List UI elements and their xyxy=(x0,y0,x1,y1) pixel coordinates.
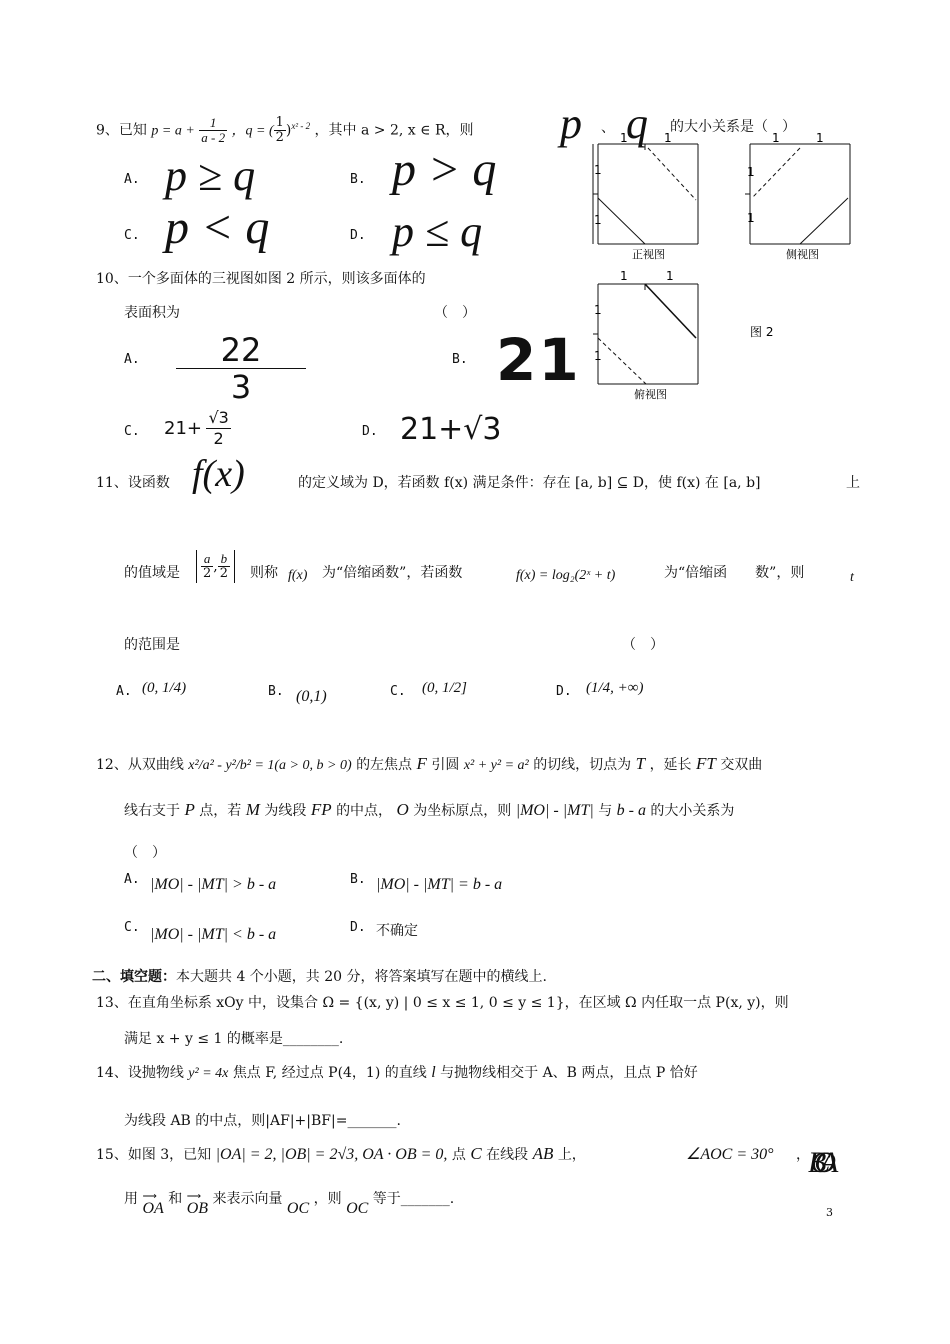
dim-label: 1 xyxy=(594,213,602,227)
text: 14、设抛物线 xyxy=(96,1065,184,1081)
segment-ft: FT xyxy=(696,754,716,773)
frac-num: a xyxy=(201,552,213,567)
q12-option-c-label: C. xyxy=(124,920,140,935)
top-view-label: 俯视图 xyxy=(634,388,667,401)
q9-separator: 、 xyxy=(601,120,615,136)
q15-angle: ∠AOC = 30° xyxy=(686,1146,774,1163)
q12-option-a-label: A. xyxy=(124,872,140,887)
q11-option-c: (0, 1/2] xyxy=(422,680,467,696)
q11-number: 11、设函数 xyxy=(96,475,170,491)
vector-label: OB xyxy=(186,1200,209,1217)
point-o: O xyxy=(396,800,409,819)
text: 的大小关系为 xyxy=(650,803,735,819)
q11-answer-paren: （ ） xyxy=(622,637,664,653)
figure-3-letters: BCOA xyxy=(808,1146,823,1179)
q9-frac1 xyxy=(199,116,227,145)
q15-line2 xyxy=(124,1184,455,1217)
q12-line2 xyxy=(124,800,734,820)
text: 的左焦点 xyxy=(356,757,413,773)
q11-line2-mid: 则称 xyxy=(250,565,278,581)
q9-option-c: p < q xyxy=(165,201,270,254)
q9-option-a: p ≥ q xyxy=(165,151,256,200)
q14-line1 xyxy=(96,1062,698,1082)
b-minus-a: b - a xyxy=(616,802,646,819)
dim-label: 1 xyxy=(816,131,824,145)
text: 和 xyxy=(168,1191,183,1207)
q10-option-c-frac xyxy=(206,408,230,449)
q10-option-b: 21 xyxy=(496,326,581,394)
line-l: l xyxy=(431,1064,436,1081)
text: 上， xyxy=(557,1147,586,1163)
dim-label: 1 xyxy=(747,165,755,179)
q9-option-b: p > q xyxy=(392,143,497,196)
frac-num: 22 xyxy=(176,332,306,369)
q9-q-def: ，q = ( xyxy=(231,123,274,139)
q15-line1 xyxy=(96,1144,586,1164)
q11-option-a: (0, 1/4) xyxy=(142,680,187,696)
q10-option-d-label: D. xyxy=(362,424,378,439)
q13-line2: 满足 x + y ≤ 1 的概率是________. xyxy=(124,1031,344,1047)
q10-stem-line1: 10、一个多面体的三视图如图 2 所示，则该多面体的 xyxy=(96,271,426,287)
q9-number: 9、已知 xyxy=(96,122,147,139)
q9-option-b-label: B. xyxy=(350,172,366,187)
frac-num: 1 xyxy=(199,116,227,131)
frac xyxy=(201,552,213,581)
dim-label: 1 xyxy=(772,131,780,145)
q9-exponent: x² - 2 xyxy=(291,120,311,131)
text: 与 xyxy=(598,803,613,819)
text: 交双曲 xyxy=(720,757,763,773)
q12-line1 xyxy=(96,754,762,774)
q12-option-b-label: B. xyxy=(350,872,366,887)
q9-q-big: q xyxy=(626,99,648,148)
text: 点，若 xyxy=(199,803,242,819)
q10-option-c-label: C. xyxy=(124,424,140,439)
text: ，延长 xyxy=(649,757,692,773)
point-c: C xyxy=(470,1144,482,1163)
q11-line2-pre: 的值域是 xyxy=(124,565,180,581)
text: 焦点 F, 经过点 P(4，1) 的直线 xyxy=(232,1065,427,1081)
q11-option-d: (1/4, +∞) xyxy=(586,680,644,696)
segment-fp: FP xyxy=(310,800,332,819)
frac-den: 2 xyxy=(203,566,212,581)
frac-den: a - 2 xyxy=(201,130,226,145)
q10-option-a xyxy=(176,332,306,405)
q12-option-d-label: D. xyxy=(350,920,366,935)
text: 为线段 xyxy=(264,803,307,819)
frac xyxy=(218,552,230,581)
parabola-equation: y² = 4x xyxy=(188,1066,229,1081)
q11-option-d-label: D. xyxy=(556,684,572,699)
vector-oc: OC xyxy=(346,1200,369,1217)
vector-ob xyxy=(186,1191,209,1218)
q11-option-b-label: B. xyxy=(268,684,284,699)
frac-den: 3 xyxy=(230,368,252,406)
text: 线右支于 xyxy=(124,803,180,819)
front-view xyxy=(593,131,698,261)
dim-label: 1 xyxy=(747,211,755,225)
q9-option-d: p ≤ q xyxy=(392,207,483,256)
q9-frac2 xyxy=(274,116,286,145)
section-desc: 本大题共 4 个小题，共 20 分，将答案填写在题中的横线上. xyxy=(176,969,547,985)
arrow-icon: ⟶ xyxy=(142,1191,157,1202)
q13-line1: 13、在直角坐标系 xOy 中，设集合 Ω = {(x, y) | 0 ≤ x ≤ 1, 0 ≤ y ≤ 1}，在区域 Ω 内任取一点 P(x, y)，则 xyxy=(96,995,789,1011)
mo-mt-expression: |MO| - |MT| xyxy=(515,802,594,819)
arrow-icon: ⟶ xyxy=(186,1191,202,1202)
text: 15、如图 3，已知 xyxy=(96,1147,212,1163)
range-bracket: $\frac{a}{2}$ , $\frac{b}{2}$ xyxy=(196,550,235,583)
top-view xyxy=(593,269,698,401)
frac-den: 2 xyxy=(275,130,284,145)
vector-oa xyxy=(142,1191,164,1218)
q11-line1-tail: 上 xyxy=(846,475,860,491)
text: 用 xyxy=(124,1191,138,1207)
q11-line2-mid2: 为“倍缩函数”，若函数 xyxy=(322,565,463,581)
section-2-header xyxy=(92,966,547,986)
side-view xyxy=(745,131,850,261)
dim-label: 1 xyxy=(594,349,602,363)
figure-2-label: 图 2 xyxy=(750,325,774,339)
frac-den: 2 xyxy=(213,429,224,448)
dim-label: 1 xyxy=(594,303,602,317)
q11-range xyxy=(196,550,235,583)
q11-line2-func: f(x) = log₂(2ˣ + t) xyxy=(516,568,616,583)
dim-label: 1 xyxy=(620,269,628,283)
text: 在线段 xyxy=(486,1147,529,1163)
point-m: M xyxy=(245,800,260,819)
frac-num: 1 xyxy=(275,115,284,130)
dim-label: 1 xyxy=(666,269,674,283)
q15-comma: ， xyxy=(796,1147,810,1163)
side-view-label: 侧视图 xyxy=(786,248,819,261)
text: 12、从双曲线 xyxy=(96,757,184,773)
q9-option-a-label: A. xyxy=(124,172,140,187)
q12-answer-paren: （ ） xyxy=(124,845,166,861)
q11-fx-big: f(x) xyxy=(192,453,245,495)
dim-label: 1 xyxy=(664,131,672,145)
q10-answer-paren: （ ） xyxy=(434,305,476,321)
vector-oc: OC xyxy=(286,1200,310,1217)
front-view-label: 正视图 xyxy=(632,248,665,261)
q12-option-a: |MO| - |MT| > b - a xyxy=(150,876,277,893)
dim-label: 1 xyxy=(594,163,602,177)
q9-stem: 9、已知 p = a + $\frac{1}{a - 2}$ ，q = ( $\frac{1}{2}$ )$^{x^2 - 2}$ ，其中 a > 2, x ∈ R，则 xyxy=(96,115,474,145)
text: 的切线，切点为 xyxy=(533,757,632,773)
frac-den: 2 xyxy=(219,566,229,581)
point-t: T xyxy=(635,754,646,773)
point-f: F xyxy=(416,754,427,773)
circle-equation: x² + y² = a² xyxy=(463,758,529,773)
q9-condition: ，其中 a > 2, x ∈ R，则 xyxy=(314,122,474,139)
q11-option-a-label: A. xyxy=(116,684,132,699)
q11-line2-t: t xyxy=(850,570,854,585)
q12-option-d: 不确定 xyxy=(376,923,418,939)
q9-option-c-label: C. xyxy=(124,228,140,243)
q11-option-c-label: C. xyxy=(390,684,406,699)
q10-option-a-label: A. xyxy=(124,352,140,367)
expr-prefix: 21+ xyxy=(164,418,202,439)
text: 等于_______. xyxy=(372,1191,455,1207)
text: 点 xyxy=(451,1147,466,1163)
point-p: P xyxy=(184,800,195,819)
dim-label: 1 xyxy=(620,131,628,145)
q9-tail: 的大小关系是（ ） xyxy=(670,119,796,135)
q9-option-d-label: D. xyxy=(350,228,366,243)
q10-option-b-label: B. xyxy=(452,352,468,367)
q12-option-c: |MO| - |MT| < b - a xyxy=(150,926,277,943)
section-title: 二、填空题： xyxy=(92,969,176,985)
text: 与抛物线相交于 A、B 两点，且点 P 恰好 xyxy=(440,1065,698,1081)
q12-option-b: |MO| - |MT| = b - a xyxy=(376,876,503,893)
text: 来表示向量 xyxy=(212,1191,283,1207)
q10-option-c xyxy=(164,408,231,449)
text: 为坐标原点，则 xyxy=(413,803,512,819)
q11-line1: 的定义域为 D，若函数 f(x) 满足条件：存在 [a, b] ⊆ D，使 f(x) 在 [a, b] xyxy=(298,475,761,491)
text: 引圆 xyxy=(431,757,460,773)
vector-label: OA xyxy=(142,1200,164,1217)
hyperbola-equation: x²/a² - y²/b² = 1(a > 0, b > 0) xyxy=(188,758,352,773)
frac-num: √3 xyxy=(208,408,229,427)
three-view-figure xyxy=(590,128,870,404)
q11-line2-tail: 为“倍缩函 数”，则 xyxy=(664,565,805,581)
frac-num: b xyxy=(218,552,230,567)
q11-line3: 的范围是 xyxy=(124,637,180,653)
vector-condition: |OA| = 2, |OB| = 2√3, OA · OB = 0, xyxy=(215,1146,448,1163)
q14-line2: 为线段 AB 的中点，则|AF|+|BF|=_______. xyxy=(124,1113,401,1129)
q10-option-d: 21+√3 xyxy=(400,412,502,447)
segment-ab: AB xyxy=(532,1144,554,1163)
page-number: 3 xyxy=(826,1206,833,1219)
text: 的中点， xyxy=(336,803,393,819)
q9-p-def: p = a + xyxy=(151,123,195,139)
q10-stem-line2: 表面积为 xyxy=(124,305,180,321)
q11-option-b: (0,1) xyxy=(296,688,327,705)
text: ，则 xyxy=(313,1191,342,1207)
q9-p-big: p xyxy=(560,99,582,148)
q11-line2-fx: f(x) xyxy=(288,568,308,583)
